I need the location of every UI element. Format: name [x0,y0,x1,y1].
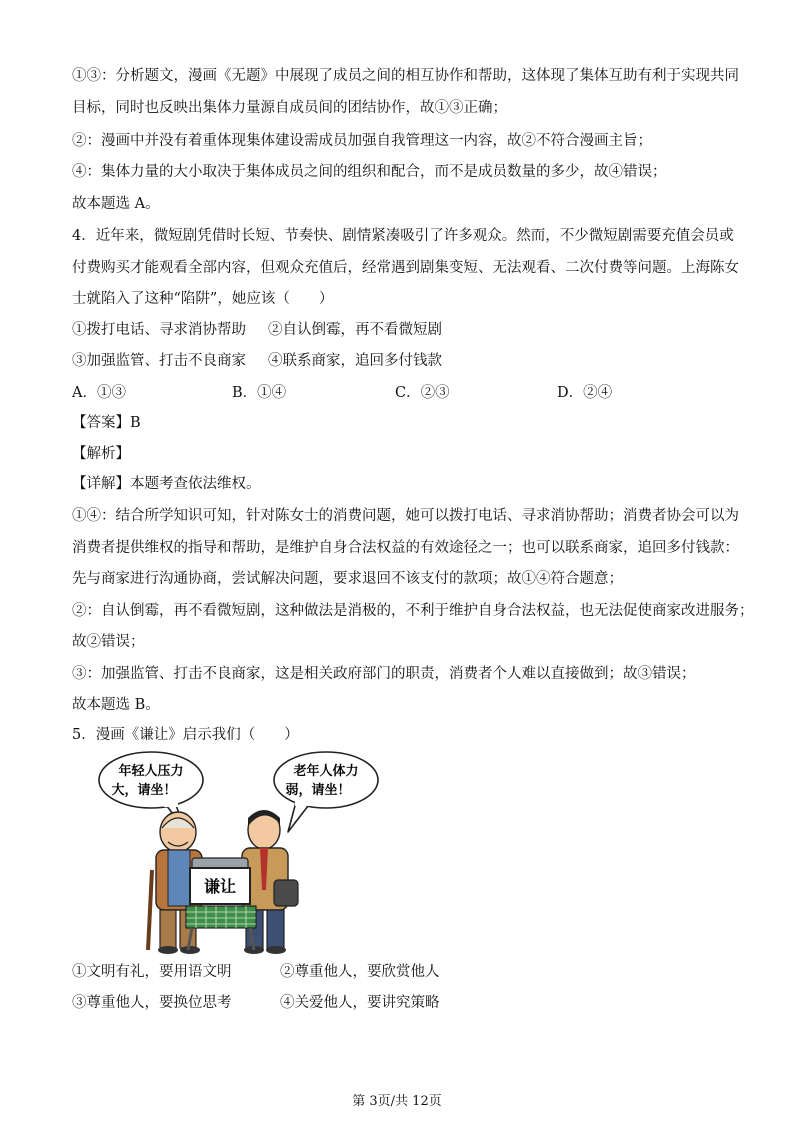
bubble-right-line2: 弱，请坐！ [285,783,351,798]
speech-bubble-right [274,752,378,832]
q4-answer: 【答案】B [72,415,141,431]
q4-detail-line: ②：自认倒霉，再不看微短剧，这种做法是消极的，不利于维护自身合法权益，也无法促使商家改进服务； [72,603,754,619]
q4-choice-d: D．②④ [557,385,613,401]
q4-stem-line: 士就陷入了这种“陷阱”，她应该（ ） [72,291,334,307]
q3-analysis-line: 目标，同时也反映出集体力量源自成员间的团结协作，故①③正确； [72,100,507,116]
q4-choice-a: A．①③ [72,385,126,401]
q4-choice-c: C．②③ [395,385,450,401]
q4-detail-line: 【详解】本题考查依法维权。 [72,476,261,492]
q4-detail-line: 故②错误； [72,634,145,650]
q4-item: ④联系商家，追回多付钱款 [268,353,442,369]
q4-conclusion: 故本题选 B。 [72,697,160,713]
q4-detail-line: ①④：结合所学知识可知，针对陈女士的消费问题，她可以拨打电话、寻求消协帮助；消费者协会可以为 [72,508,739,524]
q3-analysis-line: ①③：分析题文，漫画《无题》中展现了成员之间的相互协作和帮助，这体现了集体互助有利于实现共同 [72,68,739,84]
q3-analysis-line: ②：漫画中并没有着重体现集体建设需成员加强自我管理这一内容，故②不符合漫画主旨； [72,133,652,149]
bubble-right-line1: 老年人体力 [293,764,359,779]
page-number-footer: 第 3页/共 12页 [352,1094,442,1109]
humility-sign [190,868,250,904]
q4-analysis-heading: 【解析】 [72,446,130,462]
q4-stem-line: 付费购买才能观看全部内容，但观众充值后，经常遇到剧集变短、无法观看、二次付费等问题。上海陈女 [72,260,739,276]
q5-item: ④关爱他人，要讲究策略 [280,995,440,1011]
q4-choice-b: B．①④ [232,385,287,401]
q4-detail-line: ③：加强监管、打击不良商家，这是相关政府部门的职责，消费者个人难以直接做到；故③错误； [72,666,696,682]
q5-stem: 5．漫画《谦让》启示我们（ ） [72,727,299,743]
q3-analysis-line: ④：集体力量的大小取决于集体成员之间的组织和配合，而不是成员数量的多少，故④错误； [72,164,667,180]
sign-text: 谦让 [203,877,237,896]
q4-item: ②自认倒霉，再不看微短剧 [268,322,442,338]
q5-comic-illustration [96,750,396,955]
q4-detail-line: 消费者提供维权的指导和帮助，是维护自身合法权益的有效途径之一；也可以联系商家，追回多付钱款： [72,540,739,556]
q4-item: ③加强监管、打击不良商家 [72,353,246,369]
q5-item: ①文明有礼，要用语文明 [72,964,232,980]
bubble-left-line2: 大，请坐！ [111,783,177,798]
q4-detail-line: 先与商家进行沟通协商，尝试解决问题，要求退回不该支付的款项；故①④符合题意； [72,571,623,587]
q3-conclusion: 故本题选 A。 [72,196,160,212]
bubble-left-line1: 年轻人压力 [118,764,184,779]
q5-item: ③尊重他人，要换位思考 [72,995,232,1011]
q4-item: ①拨打电话、寻求消协帮助 [72,322,246,338]
q4-stem-line: 4．近年来，微短剧凭借时长短、节奏快、剧情紧凑吸引了许多观众。然而，不少微短剧需要充值会员或 [72,228,734,244]
q5-item: ②尊重他人，要欣赏他人 [280,964,440,980]
